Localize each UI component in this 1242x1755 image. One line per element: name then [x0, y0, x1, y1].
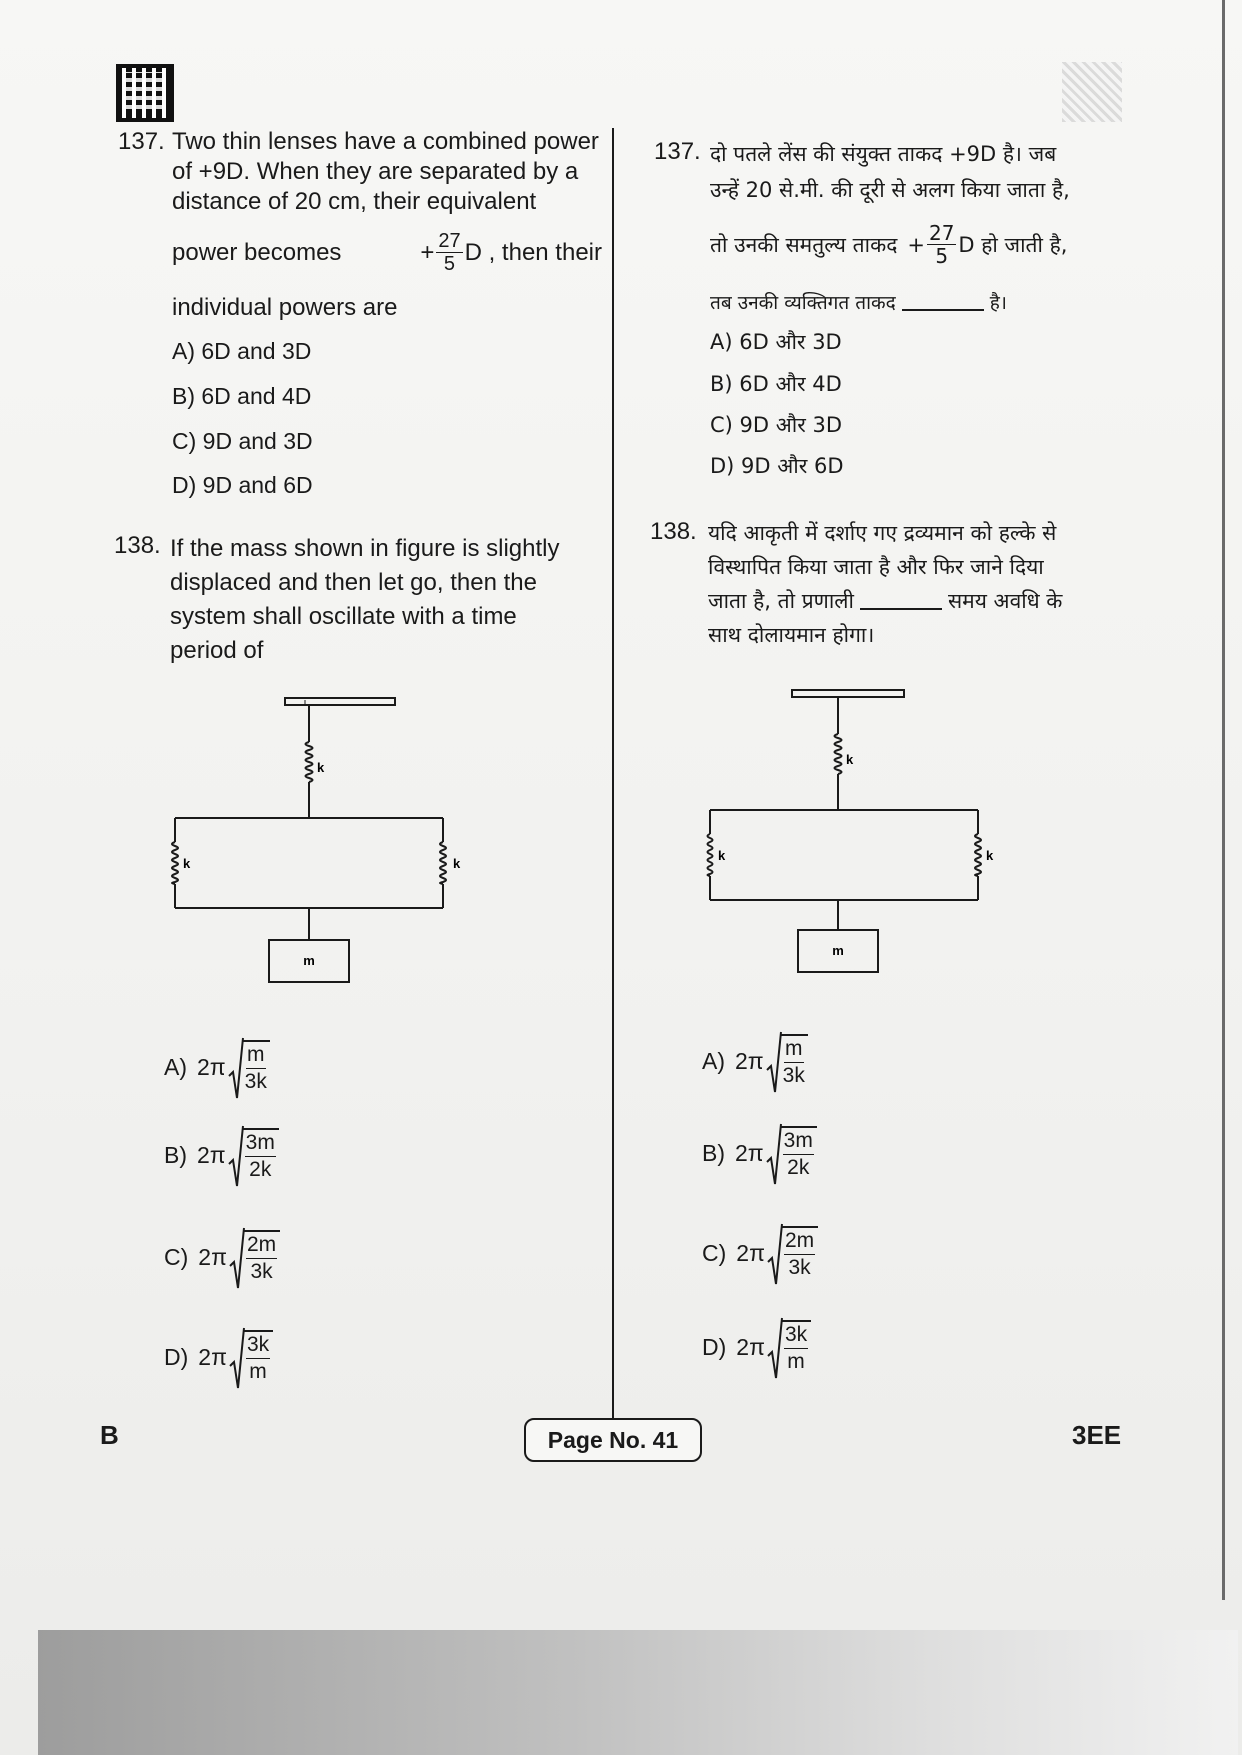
text-line: Two thin lenses have a combined power [172, 128, 599, 155]
square-root [766, 1126, 817, 1181]
fraction-numerator: 27 [438, 230, 461, 252]
option-label: A) [702, 1048, 725, 1074]
text-line: उन्हें 20 से.मी. की दूरी से अलग किया जाता है, [710, 178, 1070, 202]
question-number: 138. [114, 532, 161, 559]
booklet-series: B [100, 1420, 119, 1450]
ceiling-support [792, 690, 904, 697]
option-b[interactable]: B) 6D and 4D [172, 383, 312, 409]
text-line [710, 288, 1007, 318]
spring-mass-diagram [706, 682, 1006, 982]
spring-label: k [183, 856, 191, 871]
spring-label: k [718, 848, 726, 863]
spring-label: k [317, 760, 325, 775]
question-137-hindi-text [710, 136, 1190, 208]
text-line: साथ दोलायमान होगा। [708, 623, 875, 647]
option-a[interactable] [702, 1034, 808, 1089]
option-c[interactable] [702, 1226, 818, 1281]
fraction [436, 230, 462, 275]
left-spring [708, 834, 713, 876]
answer-blank [902, 309, 984, 311]
radical-sign [767, 1316, 783, 1380]
fraction-numerator: m [784, 1036, 804, 1063]
radical-sign [229, 1326, 245, 1390]
text-line: period of [170, 637, 264, 664]
fraction-numerator: 3k [784, 1322, 808, 1349]
text-line: individual powers are [172, 294, 398, 321]
fraction-denominator: 3k [250, 1260, 273, 1283]
radical-sign [228, 1124, 244, 1188]
option-d[interactable] [702, 1320, 811, 1375]
option-a[interactable]: A) 6D and 3D [172, 338, 312, 364]
option-coefficient: 2π [735, 1048, 764, 1074]
square-root [228, 1040, 270, 1095]
fraction-numerator: 27 [928, 221, 955, 245]
option-b[interactable]: B) 6D और 4D [710, 372, 842, 396]
fraction [927, 222, 956, 267]
fraction-numerator: 2m [784, 1228, 815, 1255]
spring-label: k [986, 848, 994, 863]
fraction-denominator: 2k [249, 1158, 272, 1181]
option-coefficient: 2π [736, 1334, 765, 1360]
text-line: विस्थापित किया जाता है और फिर जाने दिया [708, 555, 1044, 579]
fraction-denominator: m [787, 1350, 805, 1373]
option-d[interactable] [164, 1330, 273, 1385]
text-fragment: power becomes [172, 238, 342, 266]
option-d[interactable]: D) 9D and 6D [172, 472, 313, 498]
option-label: A) [164, 1054, 187, 1080]
option-coefficient: 2π [735, 1140, 764, 1166]
text-line: दो पतले लेंस की संयुक्त ताकद +9D है। जब [710, 142, 1057, 166]
square-root [229, 1330, 273, 1385]
scan-shadow [38, 1630, 1238, 1755]
fraction-denominator: 5 [935, 244, 949, 268]
text-fragment: D , then their [464, 238, 602, 266]
fraction-numerator: 3m [783, 1128, 814, 1155]
option-label: D) [702, 1334, 727, 1360]
plus-sign: + [907, 232, 925, 257]
square-root [229, 1230, 280, 1285]
booklet-code: 3EE [1072, 1420, 1122, 1450]
option-c[interactable] [164, 1230, 280, 1285]
text-line: If the mass shown in figure is slightly [170, 535, 560, 562]
text-fragment: तो उनकी समतुल्य ताकद [710, 232, 898, 257]
option-a[interactable]: A) 6D और 3D [710, 330, 842, 354]
right-spring [440, 842, 446, 884]
text-line [708, 584, 1198, 618]
fraction-denominator: m [249, 1360, 267, 1383]
fraction-denominator: 3k [244, 1070, 267, 1093]
option-a[interactable] [164, 1040, 270, 1095]
fraction-denominator: 5 [443, 253, 456, 275]
text-line: displaced and then let go, then the [170, 569, 537, 596]
option-b[interactable] [702, 1126, 817, 1181]
radical-sign [767, 1222, 783, 1286]
question-number: 138. [650, 518, 697, 545]
option-label: B) [164, 1142, 187, 1168]
radical-sign [766, 1030, 782, 1094]
question-number: 137. [654, 138, 701, 165]
qr-code [116, 64, 174, 122]
radical-sign [228, 1036, 244, 1100]
top-spring [306, 742, 313, 782]
text-fragment: है। [989, 292, 1007, 314]
spring-label: k [846, 752, 854, 767]
right-spring [975, 834, 981, 876]
mass-label: m [303, 953, 315, 968]
fraction-numerator: 2m [246, 1232, 277, 1259]
square-root [228, 1128, 279, 1183]
option-coefficient: 2π [736, 1240, 765, 1266]
text-line: system shall oscillate with a time [170, 603, 517, 630]
text-fragment: D हो जाती है, [958, 232, 1068, 257]
page-number: Page No. 41 [524, 1418, 702, 1462]
column-divider [612, 128, 614, 1428]
square-root [766, 1034, 808, 1089]
mass-label: m [832, 943, 844, 958]
text-fragment: जाता है, तो प्रणाली [708, 589, 854, 613]
faded-qr-code [1062, 62, 1122, 122]
left-spring [172, 842, 178, 884]
fraction-denominator: 3k [782, 1064, 805, 1087]
text-fragment: तब उनकी व्यक्तिगत ताकद [710, 292, 896, 314]
option-coefficient: 2π [197, 1142, 226, 1168]
answer-blank [860, 608, 942, 610]
power-line [710, 222, 1190, 267]
fraction-denominator: 2k [787, 1156, 810, 1179]
text-line: of +9D. When they are separated by a [172, 158, 579, 185]
top-spring [835, 734, 842, 774]
option-c[interactable]: C) 9D और 3D [710, 413, 843, 437]
option-coefficient: 2π [198, 1344, 227, 1370]
option-label: C) [164, 1244, 189, 1270]
option-label: D) [164, 1344, 189, 1370]
text-fragment: समय अवधि के [947, 589, 1063, 613]
ceiling-support [285, 698, 395, 705]
question-137-text [172, 127, 602, 217]
option-d[interactable]: D) 9D और 6D [710, 454, 844, 478]
text-line: distance of 20 cm, their equivalent [172, 188, 537, 215]
option-coefficient: 2π [198, 1244, 227, 1270]
fraction-numerator: 3k [246, 1332, 270, 1359]
spring-label: k [453, 856, 461, 871]
fraction-denominator: 3k [788, 1256, 811, 1279]
question-138-text [170, 532, 600, 668]
question-138-hindi-text [708, 516, 1198, 652]
option-b[interactable] [164, 1128, 279, 1183]
fraction-numerator: m [246, 1042, 266, 1069]
page-edge [1222, 0, 1225, 1600]
option-label: C) [702, 1240, 727, 1266]
option-coefficient: 2π [197, 1054, 226, 1080]
option-label: B) [702, 1140, 725, 1166]
radical-sign [229, 1226, 245, 1290]
plus-sign: + [420, 238, 435, 266]
square-root [767, 1226, 818, 1281]
text-line: यदि आकृती में दर्शाए गए द्रव्यमान को हल्के से [708, 521, 1057, 545]
radical-sign [766, 1122, 782, 1186]
power-line [172, 230, 602, 275]
square-root [767, 1320, 811, 1375]
option-c[interactable]: C) 9D and 3D [172, 428, 313, 454]
fraction-numerator: 3m [245, 1130, 276, 1157]
question-number: 137. [118, 128, 165, 155]
spring-mass-diagram [165, 690, 465, 990]
